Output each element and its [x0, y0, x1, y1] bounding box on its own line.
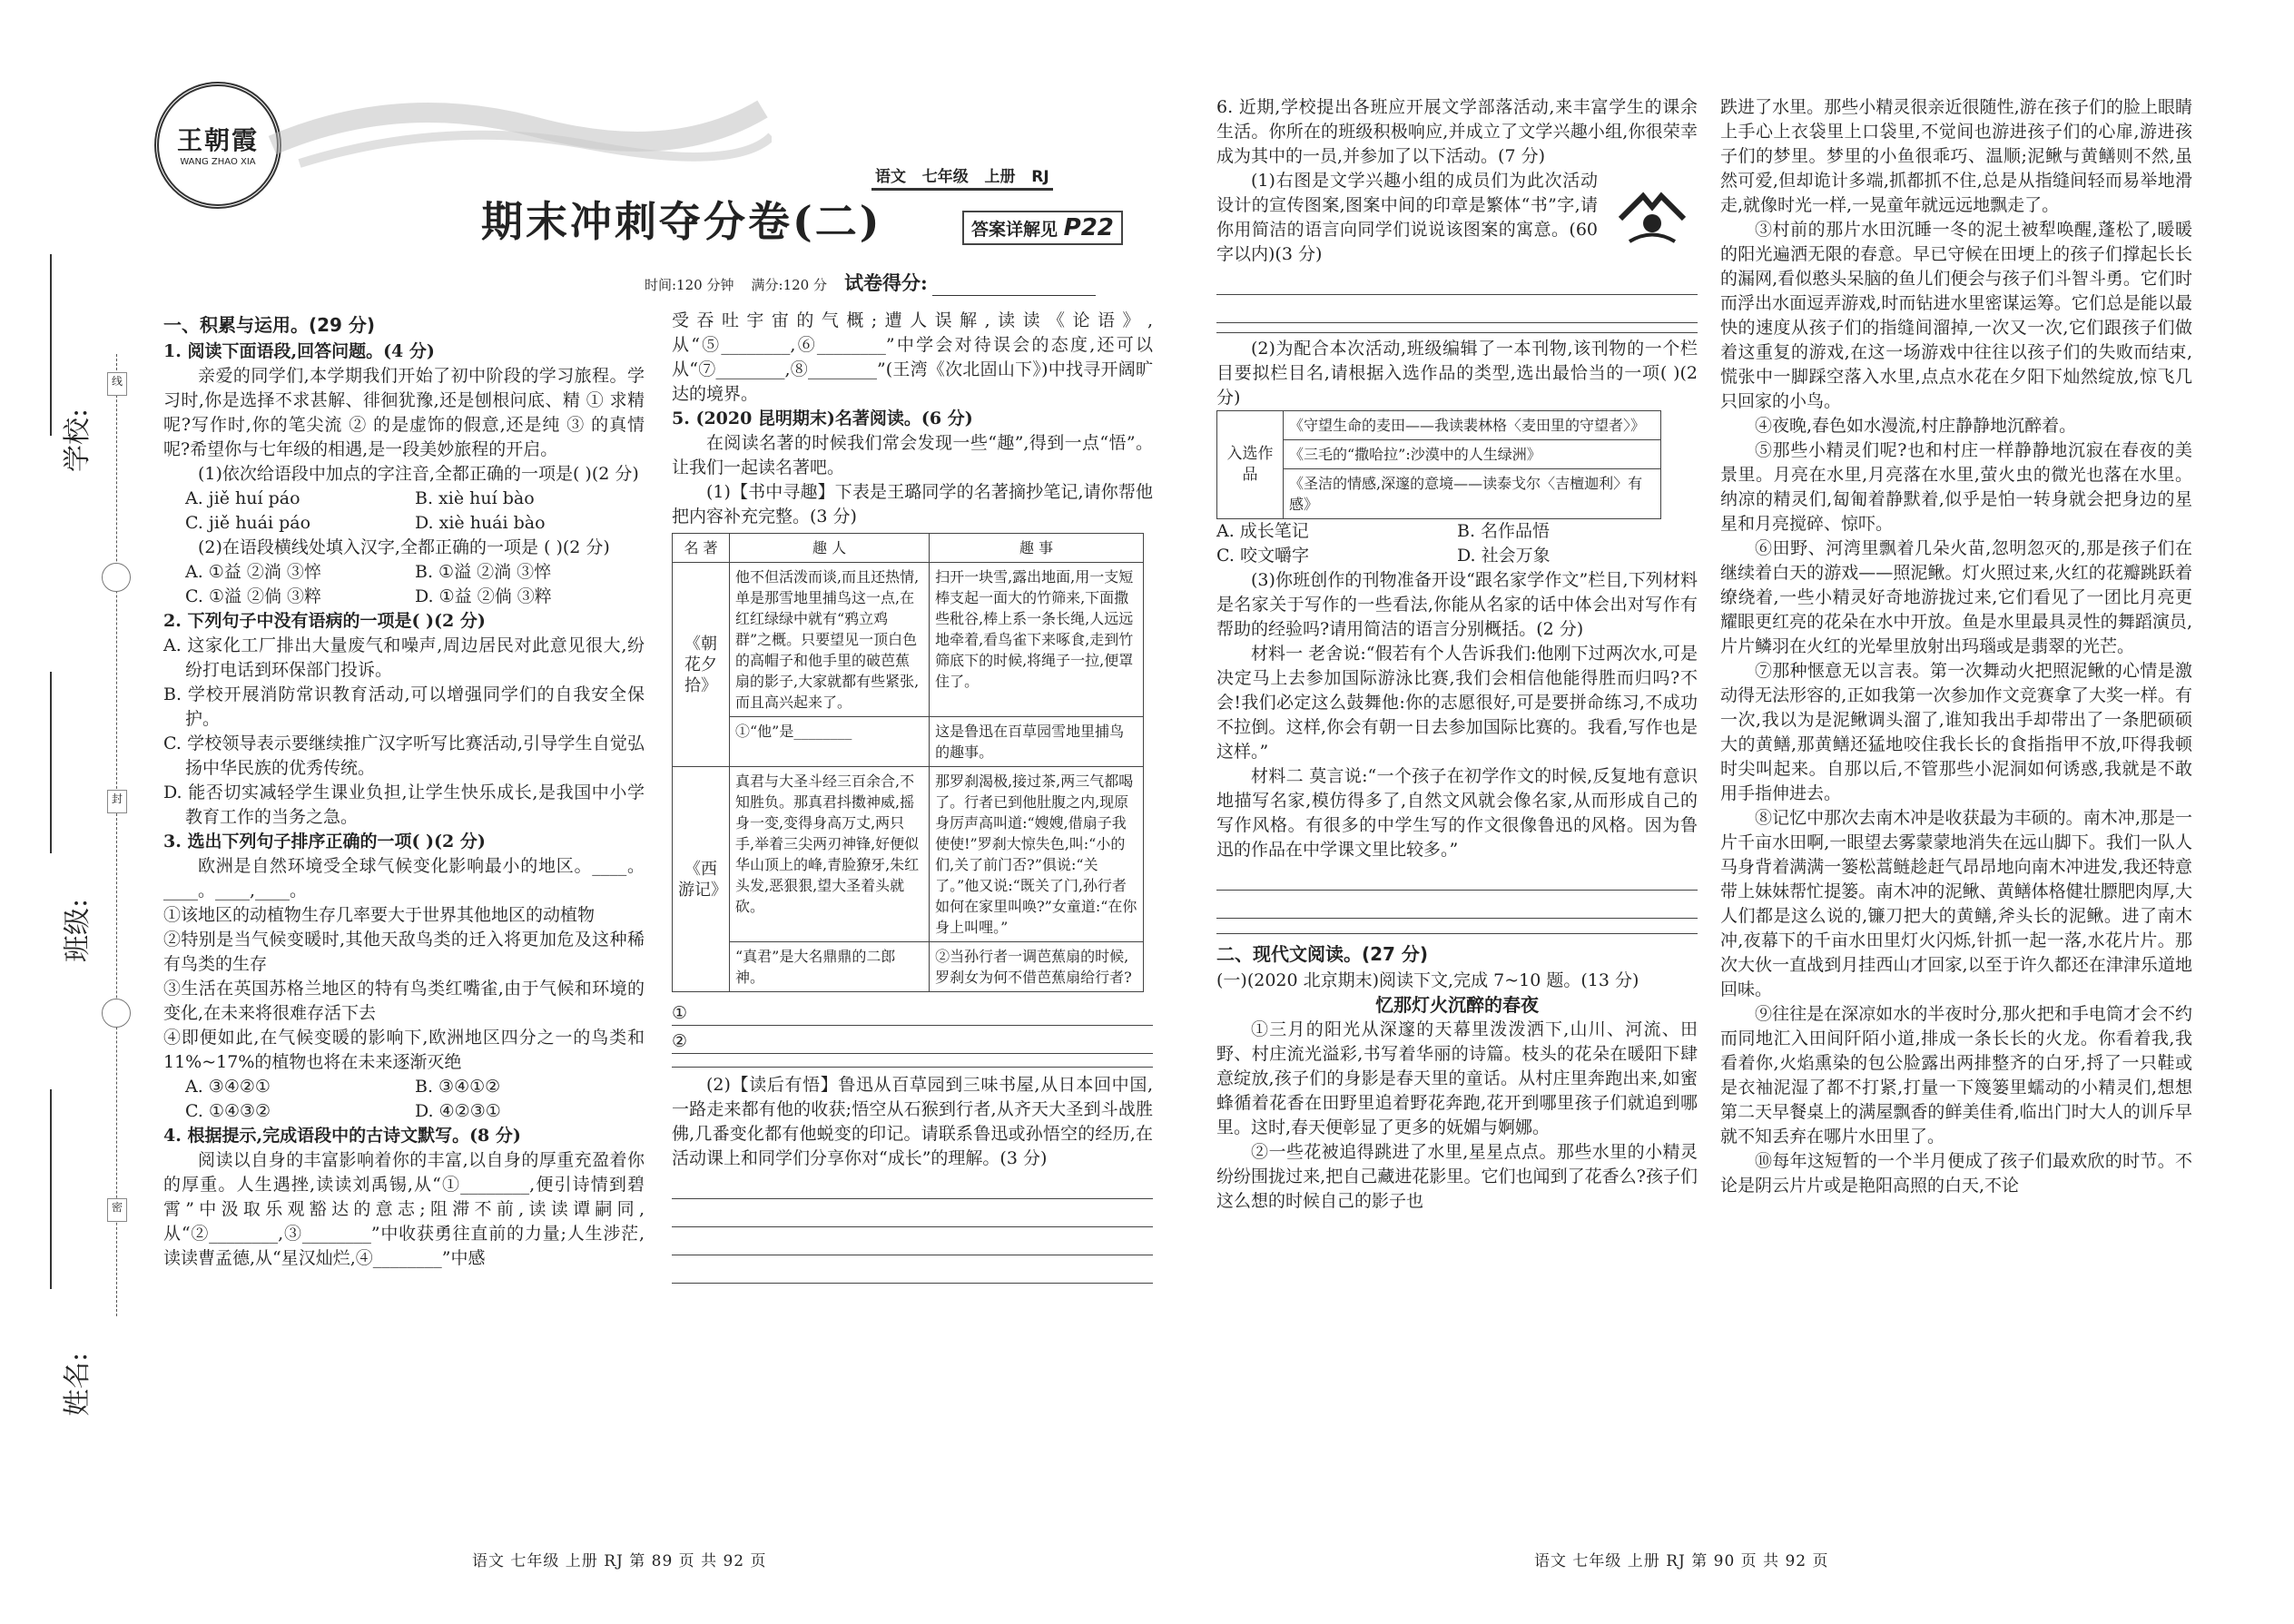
q6-3: (3)你班创作的刊物准备开设“跟名家学作文”栏目,下列材料是名家关于写作的一些看法,你能从名家的话中体会出对写作有帮助的经验吗?请用简洁的语言分别概括。(2 分) — [1216, 570, 1698, 639]
work-item: 《三毛的“撒哈拉”:沙漠中的人生绿洲》 — [1284, 440, 1661, 469]
column-3 — [1216, 95, 1698, 1214]
q1-title: 1. 阅读下面语段,回答问题。(4 分) — [163, 341, 435, 361]
q6-2-options — [1216, 519, 1698, 568]
option[interactable]: A. 这家化工厂排出大量废气和噪声,周边居民对此意见很大,纷纷打电话到环保部门投诉。 — [163, 635, 645, 680]
time-info: 时间:120 分钟 — [645, 277, 734, 293]
q4-title: 4. 根据提示,完成语段中的古诗文默写。(8 分) — [163, 1126, 521, 1146]
event-cell: 扫开一块雪,露出地面,用一支短棒支起一面大的竹筛来,下面撒些秕谷,棒上系一条长绳,人远远地牵着,看鸟雀下来啄食,走到竹筛底下的时候,将绳子一拉,便罩住了。 — [930, 563, 1144, 717]
option[interactable]: A. 成长笔记 — [1216, 521, 1309, 541]
q1-2: (2)在语段横线处填入汉字,全都正确的一项是 ( )(2 分) — [198, 537, 610, 557]
q4-text: 阅读以自身的丰富影响着你的丰富,以自身的厚重充盈着你的厚重。人生遇挫,读读刘禹锡,从“①________,便引诗情到碧霄”中汲取乐观豁达的意志;阻滞不前,读读谭嗣同,从“②________,③________”中收获勇往直前的力量;人生涉茫,读读曹孟德,从“星汉灿烂,④________”中感 — [163, 1150, 645, 1268]
option[interactable]: A. jiě huí páo — [185, 488, 300, 508]
essay-paragraph: ③村前的那片水田沉睡一冬的泥土被犁唤醒,蓬松了,暖暖的阳光遍洒无限的春意。早已守候在田埂上的孩子们撑起长长的漏网,看似憨头呆脑的鱼儿们便会与孩子们斗智斗勇。它们时而浮出水面逗弄游戏,时而钻进水里密谋运筹。它们总是能以最快的速度从孩子们的指缝间溜掉,一次又一次,它们跟孩子们做着这重复的游戏,在这一场游戏中往往以孩子们的失败而结束,慌张中一脚踩空落入水里,点点水花在夕阳下灿然绽放,惊飞几只回家的小鸟。 — [1720, 220, 2192, 411]
answer-line[interactable] — [1216, 299, 1698, 323]
person-question-cell: “真君”是大名鼎鼎的二郎神。 — [730, 942, 930, 992]
answer-line[interactable] — [1216, 866, 1698, 891]
option[interactable]: C. 学校领导表示要继续推广汉字听写比赛活动,引导学生自觉弘扬中华民族的优秀传统。 — [163, 733, 645, 778]
q3-options — [163, 1075, 645, 1124]
q1-text: 亲爱的同学们,本学期我们开始了初中阶段的学习旅程。学习时,你是选择不求甚解、徘徊犹豫,还是刨根问底、精 ① 求精呢?写作时,你的笔尖流 ② 的是虚饰的假意,还是纯 ③ 的真情呢?希望你与七年级的相遇,是一段美妙旅程的开启。 — [163, 366, 645, 459]
option[interactable]: D. ①益 ②倘 ③粹 — [415, 586, 552, 606]
logo-subtitle: WANG ZHAO XIA — [180, 157, 256, 167]
work-item: 《守望生命的麦田——我读裴林格〈麦田里的守望者〉》 — [1284, 411, 1661, 440]
table-header: 名 著 — [673, 534, 730, 563]
answer-line[interactable] — [672, 1203, 1153, 1227]
column-2 — [672, 309, 1153, 1287]
q3-item: ②特别是当气候变暖时,其他天敌鸟类的迁入将更加危及这种稀有鸟类的生存 — [163, 930, 645, 974]
column-1 — [163, 309, 645, 1271]
option[interactable]: B. 名作品悟 — [1457, 521, 1551, 541]
q6-title: 6. 近期,学校提出各班应开展文学部落活动,来丰富学生的课余生活。你所在的班级积极响应,并成立了文学兴趣小组,你很荣幸成为其中的一员,并参加了以下活动。(7 分) — [1216, 97, 1698, 166]
q3-text: 欧洲是自然环境受全球气候变化影响最小的地区。____。____。____,____。 — [163, 856, 645, 901]
class-label: 班级: — [62, 898, 94, 962]
score-info: 满分:120 分 — [751, 277, 827, 293]
seal-mark-feng: 封 — [107, 790, 127, 813]
q1-1: (1)依次给语段中加点的字注音,全都正确的一项是( )(2 分) — [198, 464, 639, 484]
reading-notes-table — [672, 533, 1144, 992]
essay-paragraph: ⑩每年这短暂的一个半月便成了孩子们最欢欣的时节。不论是阴云片片或是艳阳高照的白天,不论 — [1720, 1151, 2192, 1196]
binding-hole — [102, 999, 131, 1028]
table-header: 趣 事 — [930, 534, 1144, 563]
ribbon-decoration — [263, 73, 772, 191]
q3-item: ④即便如此,在气候变暖的影响下,欧洲地区四分之一的鸟类和 11%~17%的植物也将在未来逐渐灭绝 — [163, 1028, 645, 1072]
seal-emblem-icon — [1616, 187, 1689, 251]
score-label: 试卷得分: — [844, 271, 928, 294]
footer-right: 语文 七年级 上册 RJ 第 90 页 共 92 页 — [1534, 1552, 1829, 1570]
essay-paragraph: ⑧记忆中那次去南木冲是收获最为丰硕的。南木冲,那是一片千亩水田啊,一眼望去雾蒙蒙地消失在远山脚下。我们一队人马身背着满满一篓松蒿鲢趁赶气昂昂地向南木冲进发,我还特意带上妹妹帮忙提篓。南木冲的泥鳅、黄鳝体格健壮膘肥肉厚,大人们都是这么说的,镰刀把大的黄鳝,斧头长的泥鳅。进了南木冲,夜幕下的千亩水田里灯火闪烁,针抓一起一落,水花片片。那次大伙一直战到月挂西山才回家,以至于许久都还在津津乐道地回味。 — [1720, 808, 2192, 999]
option[interactable]: D. 社会万象 — [1457, 546, 1551, 566]
section-2-title: 二、现代文阅读。(27 分) — [1216, 943, 1429, 965]
footer-left: 语文 七年级 上册 RJ 第 89 页 共 92 页 — [472, 1552, 767, 1570]
answer-line[interactable] — [1216, 271, 1698, 295]
answer-line[interactable] — [672, 1231, 1153, 1255]
answer-label: ② — [672, 1031, 688, 1051]
option[interactable]: D. xiè huái bào — [415, 513, 546, 533]
tag-grade: 七年级 — [921, 168, 969, 186]
option[interactable]: D. ④②③① — [415, 1101, 501, 1121]
essay-paragraph: ②一些花被追得跳进了水里,星星点点。那些水里的小精灵纷纷围拢过来,把自己藏进花影里。它们也闻到了花香么?孩子们这么想的时候自己的影子也 — [1216, 1142, 1698, 1211]
essay-paragraph: ⑨往往是在深凉如水的半夜时分,那火把和手电筒才会不约而同地汇入田间阡陌小道,排成一条长长的火龙。你看着我,我看着你,火焰熏染的包公脸露出两排整齐的白牙,捋了一只鞋或是衣袖泥湿了都不打紧,打量一下篾篓里蠕动的小精灵们,想想第二天早餐桌上的满屋飘香的鲜美佳肴,临出门时大人的训斥早就不知丢弃在哪片水田里了。 — [1720, 1004, 2192, 1147]
answer-line-2[interactable] — [672, 1029, 1153, 1054]
school-field[interactable] — [50, 254, 52, 436]
book-cell: 《朝花夕拾》 — [673, 563, 730, 767]
option[interactable]: B. ③④①② — [415, 1077, 501, 1097]
answer-line-1[interactable] — [672, 1001, 1153, 1026]
book-cell: 《西游记》 — [673, 767, 730, 992]
answer-note — [962, 211, 1123, 245]
score-field[interactable] — [932, 279, 1096, 296]
answer-line[interactable] — [672, 1175, 1153, 1199]
work-item: 《圣洁的情感,深邃的意境——读泰戈尔〈吉檀迦利〉有感》 — [1284, 469, 1661, 519]
works-table — [1216, 410, 1661, 519]
option[interactable]: C. 咬文嚼字 — [1216, 546, 1309, 566]
answer-page: P22 — [1063, 214, 1114, 241]
q2-title: 2. 下列句子中没有语病的一项是( )(2 分) — [163, 611, 486, 631]
essay-title: 忆那灯火沉醉的春夜 — [1375, 994, 1539, 1016]
brand-logo — [154, 82, 281, 209]
q3-item: ③生活在英国苏格兰地区的特有鸟类红嘴雀,由于气候和环境的变化,在未来将很难存活下去 — [163, 979, 645, 1023]
table-row — [673, 942, 1144, 992]
tag-edition: RJ — [1031, 168, 1049, 186]
answer-line[interactable] — [1216, 894, 1698, 919]
reading-1-title: (一)(2020 北京期末)阅读下文,完成 7~10 题。(13 分) — [1216, 970, 1639, 990]
answer-line[interactable] — [672, 1259, 1153, 1284]
sidebar — [0, 0, 145, 1624]
section-1-title: 一、积累与运用。(29 分) — [163, 314, 376, 336]
answer-note-text: 答案详解见 — [971, 220, 1058, 240]
q1-1-options — [163, 487, 645, 536]
q5-2: (2)【读后有悟】鲁迅从百草园到三味书屋,从日本回中国,一路走来都有他的收获;悟空从石猴到行者,从齐天大圣到斗战胜佛,几番变化都有他蜕变的印记。请联系鲁迅或孙悟空的经历,在活动课上和同学们分享你对“成长”的理解。(3 分) — [672, 1075, 1153, 1168]
option[interactable]: A. ③④②① — [185, 1077, 271, 1097]
page-title: 期末冲刺夺分卷(二) — [481, 197, 882, 246]
name-label: 姓名: — [62, 1352, 94, 1416]
option[interactable]: A. ①益 ②淌 ③悴 — [185, 562, 321, 582]
logo-name: 王朝霞 — [176, 125, 259, 155]
tag-subject: 语文 — [875, 168, 906, 186]
seal-mark-mi: 密 — [107, 1198, 127, 1222]
q6-2: (2)为配合本次活动,班级编辑了一本刊物,该刊物的一个栏目要拟栏目名,请根据入选作品的类型,选出最恰当的一项( )(2 分) — [1216, 339, 1698, 408]
essay-paragraph: ①三月的阳光从深邃的天幕里泼泼洒下,山川、河流、田野、村庄流光溢彩,书写着华丽的诗篇。枝头的花朵在暖阳下肆意绽放,孩子们的身影是春天里的童话。从村庄里奔跑出来,如蜜蜂循着花香在田野里追着野花奔跑,花开到哪里孩子们就追到哪里。这时,春天便彰显了更多的妩媚与婀娜。 — [1216, 1019, 1698, 1137]
material-1: 材料一 老舍说:“假若有个人告诉我们:他刚下过两次水,可是决定马上去参加国际游泳比赛,我们会相信他能得胜而归吗?不会!我们必定这么鼓舞他:你的志愿很好,可是要拼命练习,不成功不拉倒。这样,你会有朝一日去参加国际比赛的。我看,写作也是这样。” — [1216, 644, 1698, 762]
subject-tags — [871, 163, 1053, 191]
material-2: 材料二 莫言说:“一个孩子在初学作文的时候,反复地有意识地描写名家,模仿得多了,自然文风就会像名家,从而形成自己的写作风格。有很多的中学生写的作文很像鲁迅的风格。因为鲁迅的作品在中学课文里比较多。” — [1216, 766, 1698, 860]
table-row — [673, 563, 1144, 717]
q3-title: 3. 选出下列句子排序正确的一项( )(2 分) — [163, 832, 486, 851]
tag-volume: 上册 — [984, 168, 1016, 186]
q5-intro: 在阅读名著的时候我们常会发现一些“趣”,得到一点“悟”。让我们一起读名著吧。 — [672, 433, 1153, 477]
binding-line — [116, 354, 117, 1316]
option[interactable]: B. 学校开展消防常识教育活动,可以增强同学们的自我安全保护。 — [163, 684, 645, 729]
event-question-cell: ②当孙行者一调芭蕉扇的时候,罗刹女为何不借芭蕉扇给行者? — [930, 942, 1144, 992]
seal-mark-xian: 线 — [107, 372, 127, 396]
table-header-row — [673, 534, 1144, 563]
works-label: 入选作品 — [1217, 411, 1284, 519]
table-row — [673, 767, 1144, 942]
essay-paragraph: ④夜晚,春色如水漫流,村庄静静地沉醉着。 — [1755, 416, 2077, 436]
person-cell: 他不但活泼而谈,而且还热情,单是那雪地里捕鸟这一点,在红红绿绿中就有“鸦立鸡群”之概。只要望见一顶白色的高帽子和他手里的破芭蕉扇的影子,大家就都有些紧张,而且高兴起来了。 — [730, 563, 930, 717]
event-question-cell: 这是鲁迅在百草园雪地里捕鸟的趣事。 — [930, 717, 1144, 767]
header — [145, 54, 1153, 318]
option[interactable]: B. ①溢 ②淌 ③悴 — [415, 562, 552, 582]
class-field[interactable] — [50, 672, 52, 853]
q5-title: 5. (2020 昆明期末)名著阅读。(6 分) — [672, 408, 973, 428]
column-4 — [1720, 95, 2192, 1198]
option[interactable]: C. jiě huái páo — [185, 513, 311, 533]
name-field[interactable] — [50, 1089, 52, 1289]
option[interactable]: D. 能否切实减轻学生课业负担,让学生快乐成长,是我国中小学教育工作的当务之急。 — [163, 782, 645, 827]
option[interactable]: C. ①溢 ②倘 ③粹 — [185, 586, 322, 606]
table-header: 趣 人 — [730, 534, 930, 563]
table-row — [673, 717, 1144, 767]
essay-paragraph: ⑦那种惬意无以言表。第一次舞动火把照泥鳅的心情是激动得无法形容的,正如我第一次参加作文竞赛拿了大奖一样。有一次,我以为是泥鳅调头溜了,谁知我出手却带出了一条肥硕硕大的黄鳝,那黄鳝还猛地咬住我长长的食指指甲不放,吓得我顿时尖叫起来。自那以后,不管那些小泥洞如何诱惑,我就是不敢用手指伸进去。 — [1720, 661, 2192, 803]
q5-1: (1)【书中寻趣】下表是王璐同学的名著摘抄笔记,请你帮他把内容补充完整。(3 分) — [672, 482, 1153, 527]
essay-paragraph: ⑤那些小精灵们呢?也和村庄一样静静地沉寂在春夜的美景里。月亮在水里,月亮落在水里,萤火虫的微光也落在水里。纳凉的精灵们,匐匍着静默着,似乎是怕一转身就会把身边的星星和月亮搅碎、惊吓。 — [1720, 440, 2192, 534]
person-cell: 真君与大圣斗经三百余合,不知胜负。那真君抖擞神威,摇身一变,变得身高万丈,两只手,举着三尖两刃神锋,好便似华山顶上的峰,青脸獠牙,朱红头发,恶狠狠,望大圣着头就砍。 — [730, 767, 930, 942]
option[interactable]: B. xiè huí bào — [415, 488, 535, 508]
binding-hole — [102, 563, 131, 592]
q4-continued: 受吞吐宇宙的气概;遭人误解,读读《论语》,从“⑤________,⑥________”中学会对待误会的态度,还可以从“⑦________,⑧________”(王湾《次北固山下》)中找寻开阔旷达的境界。 — [672, 310, 1153, 404]
essay-paragraph: 跌进了水里。那些小精灵很亲近很随性,游在孩子们的脸上眼睛上手心上衣袋里上口袋里,不觉间也游进孩子们的心扉,游进孩子们的梦里。梦里的小鱼很乖巧、温顺;泥鳅与黄鳝则不然,虽然可爱,但却诡计多端,抓都抓不住,总是从指缝间轻而易举地滑走,就像时光一样,一晃童年就远远地飘走了。 — [1720, 97, 2192, 215]
answer-label: ① — [672, 1003, 688, 1023]
event-cell: 那罗刹渴极,接过茶,两三气都喝了。行者已到他肚腹之内,现原身厉声高叫道:“嫂嫂,借扇子我使使!”罗刹大惊失色,叫:“小的们,关了前门否?”俱说:“关了。”他又说:“既关了门,孙行者如何在家里叫唤?”女童道:“在你身上叫哩。” — [930, 767, 1144, 942]
essay-paragraph: ⑥田野、河湾里飘着几朵火苗,忽明忽灭的,那是孩子们在继续着白天的游戏——照泥鳅。灯火照过来,火红的花瓣跳跃着缭绕着,一些小精灵好奇地游拢过来,它们看见了一团比月亮更耀眼更红亮的花朵在水中开放。鱼是水里最具灵性的舞蹈演员,片片鳞羽在火红的光晕里放射出玛瑙或是翡翠的光芒。 — [1720, 538, 2192, 656]
option[interactable]: C. ①④③② — [185, 1101, 271, 1121]
school-label: 学校: — [62, 408, 94, 472]
q1-2-options — [163, 560, 645, 609]
person-question-cell[interactable]: ①“他”是________ — [730, 717, 930, 767]
answer-lines — [672, 1001, 1153, 1054]
q3-item: ①该地区的动植物生存几率要大于世界其他地区的动植物 — [163, 905, 596, 925]
q6-1: (1)右图是文学兴趣小组的成员们为此次活动设计的宣传图案,图案中间的印章是繁体“书”字,请你用简洁的语言向同学们说说该图案的寓意。(60 字以内)(3 分) — [1216, 171, 1598, 264]
